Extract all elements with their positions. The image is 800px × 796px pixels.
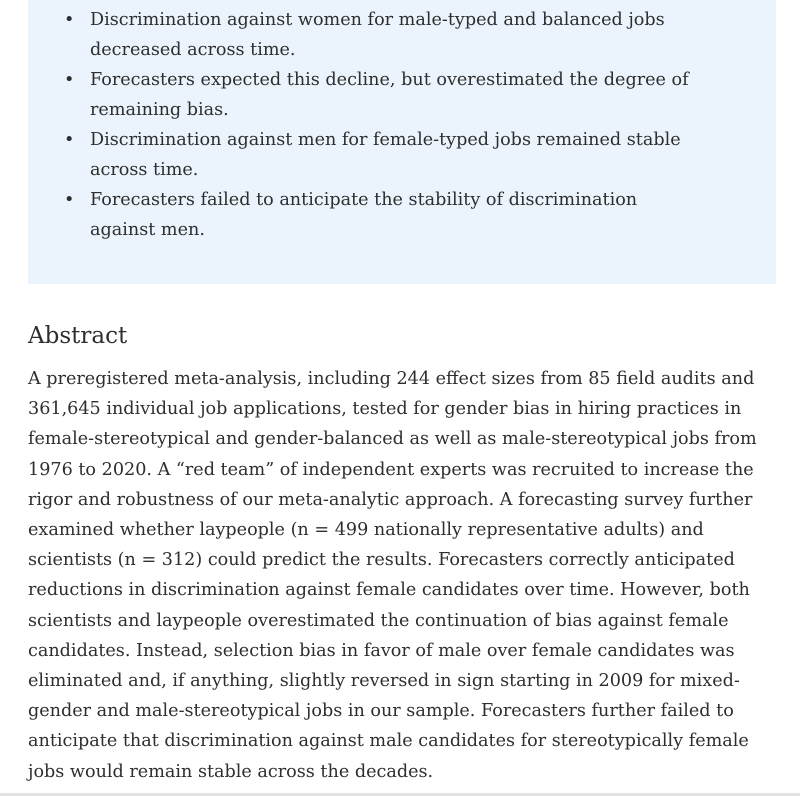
highlights-box	[28, 0, 776, 284]
bullet-icon: •	[64, 70, 75, 90]
bullet-icon: •	[64, 130, 75, 150]
highlights-list	[28, 5, 776, 245]
highlight-item	[28, 125, 776, 185]
highlight-item	[28, 185, 776, 245]
bullet-icon: •	[64, 10, 75, 30]
highlight-text: Discrimination against men for female-typed jobs remained stable across time.	[90, 130, 681, 180]
highlight-item	[28, 5, 776, 65]
highlight-text: Discrimination against women for male-typed and balanced jobs decreased across time.	[90, 10, 665, 60]
abstract-heading: Abstract	[28, 323, 128, 349]
abstract-text: A preregistered meta-analysis, including 244 effect sizes from 85 field audits and 361,645 individual job applications, tested for gender bias in hiring practices in female-stereotypical and gender-balanced as well as male-stereotypical jobs from 1976 to 2020. A “red team” of independent experts was recruited to increase the rigor and robustness of our meta-analytic approach. A forecasting survey further examined whether laypeople (n = 499 nationally representative adults) and scientists (n = 312) could predict the results. Forecasters correctly anticipated reductions in discrimination against female candidates over time. However, both scientists and laypeople overestimated the continuation of bias against female candidates. Instead, selection bias in favor of male over female candidates was eliminated and, if anything, slightly reversed in sign starting in 2009 for mixed-gender and male-stereotypical jobs in our sample. Forecasters further failed to anticipate that discrimination against male candidates for stereotypically female jobs would remain stable across the decades.	[28, 369, 757, 782]
highlight-text: Forecasters expected this decline, but overestimated the degree of remaining bias.	[90, 70, 689, 120]
highlight-item	[28, 65, 776, 125]
bullet-icon: •	[64, 190, 75, 210]
highlight-text: Forecasters failed to anticipate the stability of discrimination against men.	[90, 190, 638, 240]
